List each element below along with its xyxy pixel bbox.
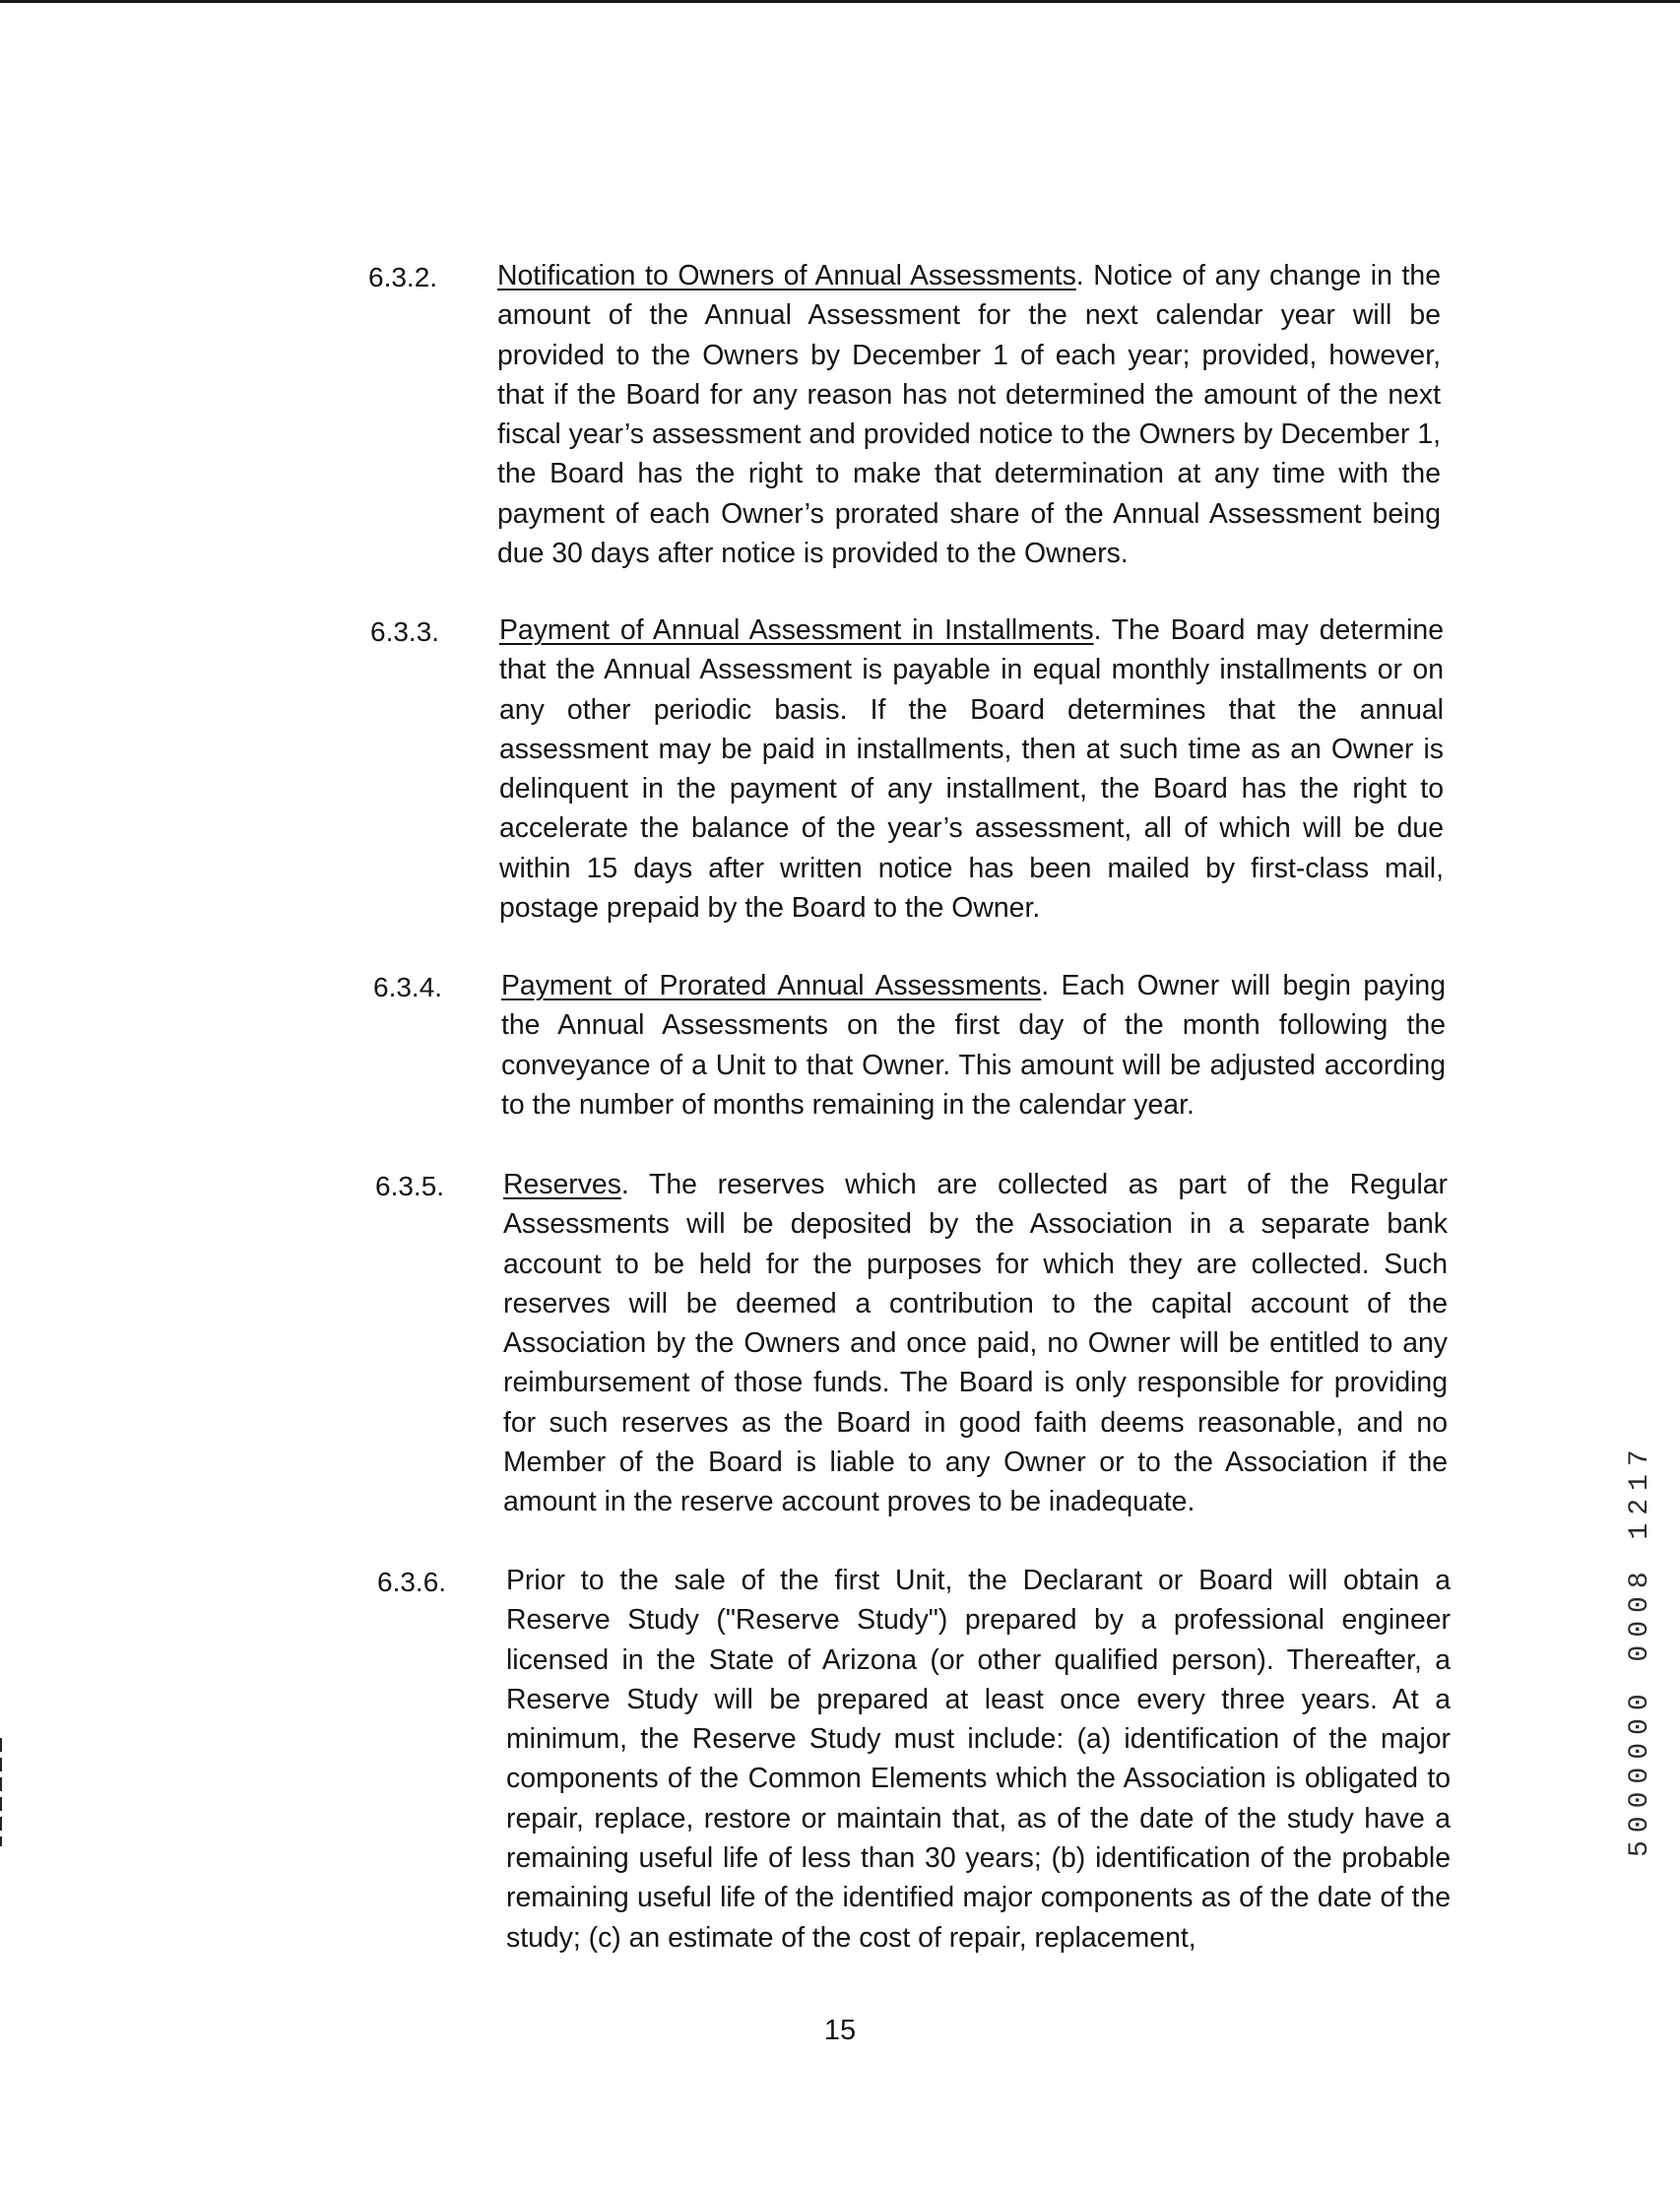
section-text <box>501 966 1446 1125</box>
section-heading: Notification to Owners of Annual Assessments <box>497 260 1076 291</box>
section-heading: Payment of Annual Assessment in Installments <box>499 614 1094 646</box>
section-body: . The Board may determine that the Annual Assessment is payable in equal monthly installments or on any other periodic basis. If the Board determines that the annual assessment may be paid in installments, then at such time as an Owner is delinquent in the payment of any installment, the Board has the right to accelerate the balance of the year’s assessment, all of which will be due within 15 days after written notice has been mailed by first-class mail, postage prepaid by the Board to the Owner. <box>499 614 1444 925</box>
section-text <box>499 611 1444 928</box>
section-text <box>506 1561 1451 1958</box>
section-heading: Reserves <box>503 1169 621 1200</box>
section-body: . Notice of any change in the amount of the Annual Assessment for the next calendar year will be provided to the Owners by December 1 of each year; provided, however, that if the Board for any reason has not determined the amount of the next fiscal year’s assessment and provided notice to the Owners by December 1, the Board has the right to make that determination at any time with the payment of each Owner’s prorated share of the Annual Assessment being due 30 days after notice is provided to the Owners. <box>497 260 1441 570</box>
section-body: Prior to the sale of the first Unit, the Declarant or Board will obtain a Reserve Study ("Reserve Study") prepared by a professional engineer licensed in the State of Arizona (or other qualified person). Thereafter, a Reserve Study will be prepared at least once every three years. At a minimum, the Reserve Study must include: (a) identification of the major components of the Common Elements which the Association is obligated to repair, replace, restore or maintain that, as of the date of the study have a remaining useful life of less than 30 years; (b) identification of the probable remaining useful life of the identified major components as of the date of the study; (c) an estimate of the cost of repair, replacement, <box>506 1565 1451 1954</box>
section-text <box>497 256 1441 573</box>
page-number: 15 <box>823 2015 857 2046</box>
section-body: . Each Owner will begin paying the Annual Assessments on the first day of the month following the conveyance of a Unit to that Owner. This amount will be adjusted according to the number of months remaining in the calendar year. <box>501 970 1446 1121</box>
section-body: . The reserves which are collected as part of the Regular Assessments will be deposited by the Association in a separate bank account to be held for the purposes for which they are collected. Such reserves will be deemed a contribution to the capital account of the Association by the Owners and once paid, no Owner will be entitled to any reimbursement of those funds. The Board is only responsible for providing for such reserves as the Board in good faith deems reasonable, and no Member of the Board is liable to any Owner or to the Association if the amount in the reserve account proves to be inadequate. <box>503 1169 1448 1518</box>
section-text <box>503 1165 1448 1522</box>
section-number: 6.3.4. <box>373 972 443 1002</box>
page-top-border <box>0 0 1680 3</box>
section-heading: Payment of Prorated Annual Assessments <box>501 970 1042 1001</box>
section-number: 6.3.3. <box>370 616 440 647</box>
scan-edge-mark <box>0 1738 2 1846</box>
section-number: 6.3.5. <box>375 1171 445 1201</box>
section-number: 6.3.6. <box>377 1567 447 1597</box>
document-id-stamp: 5000000 0008 1217 <box>1625 1442 1655 1857</box>
section-number: 6.3.2. <box>368 262 438 292</box>
